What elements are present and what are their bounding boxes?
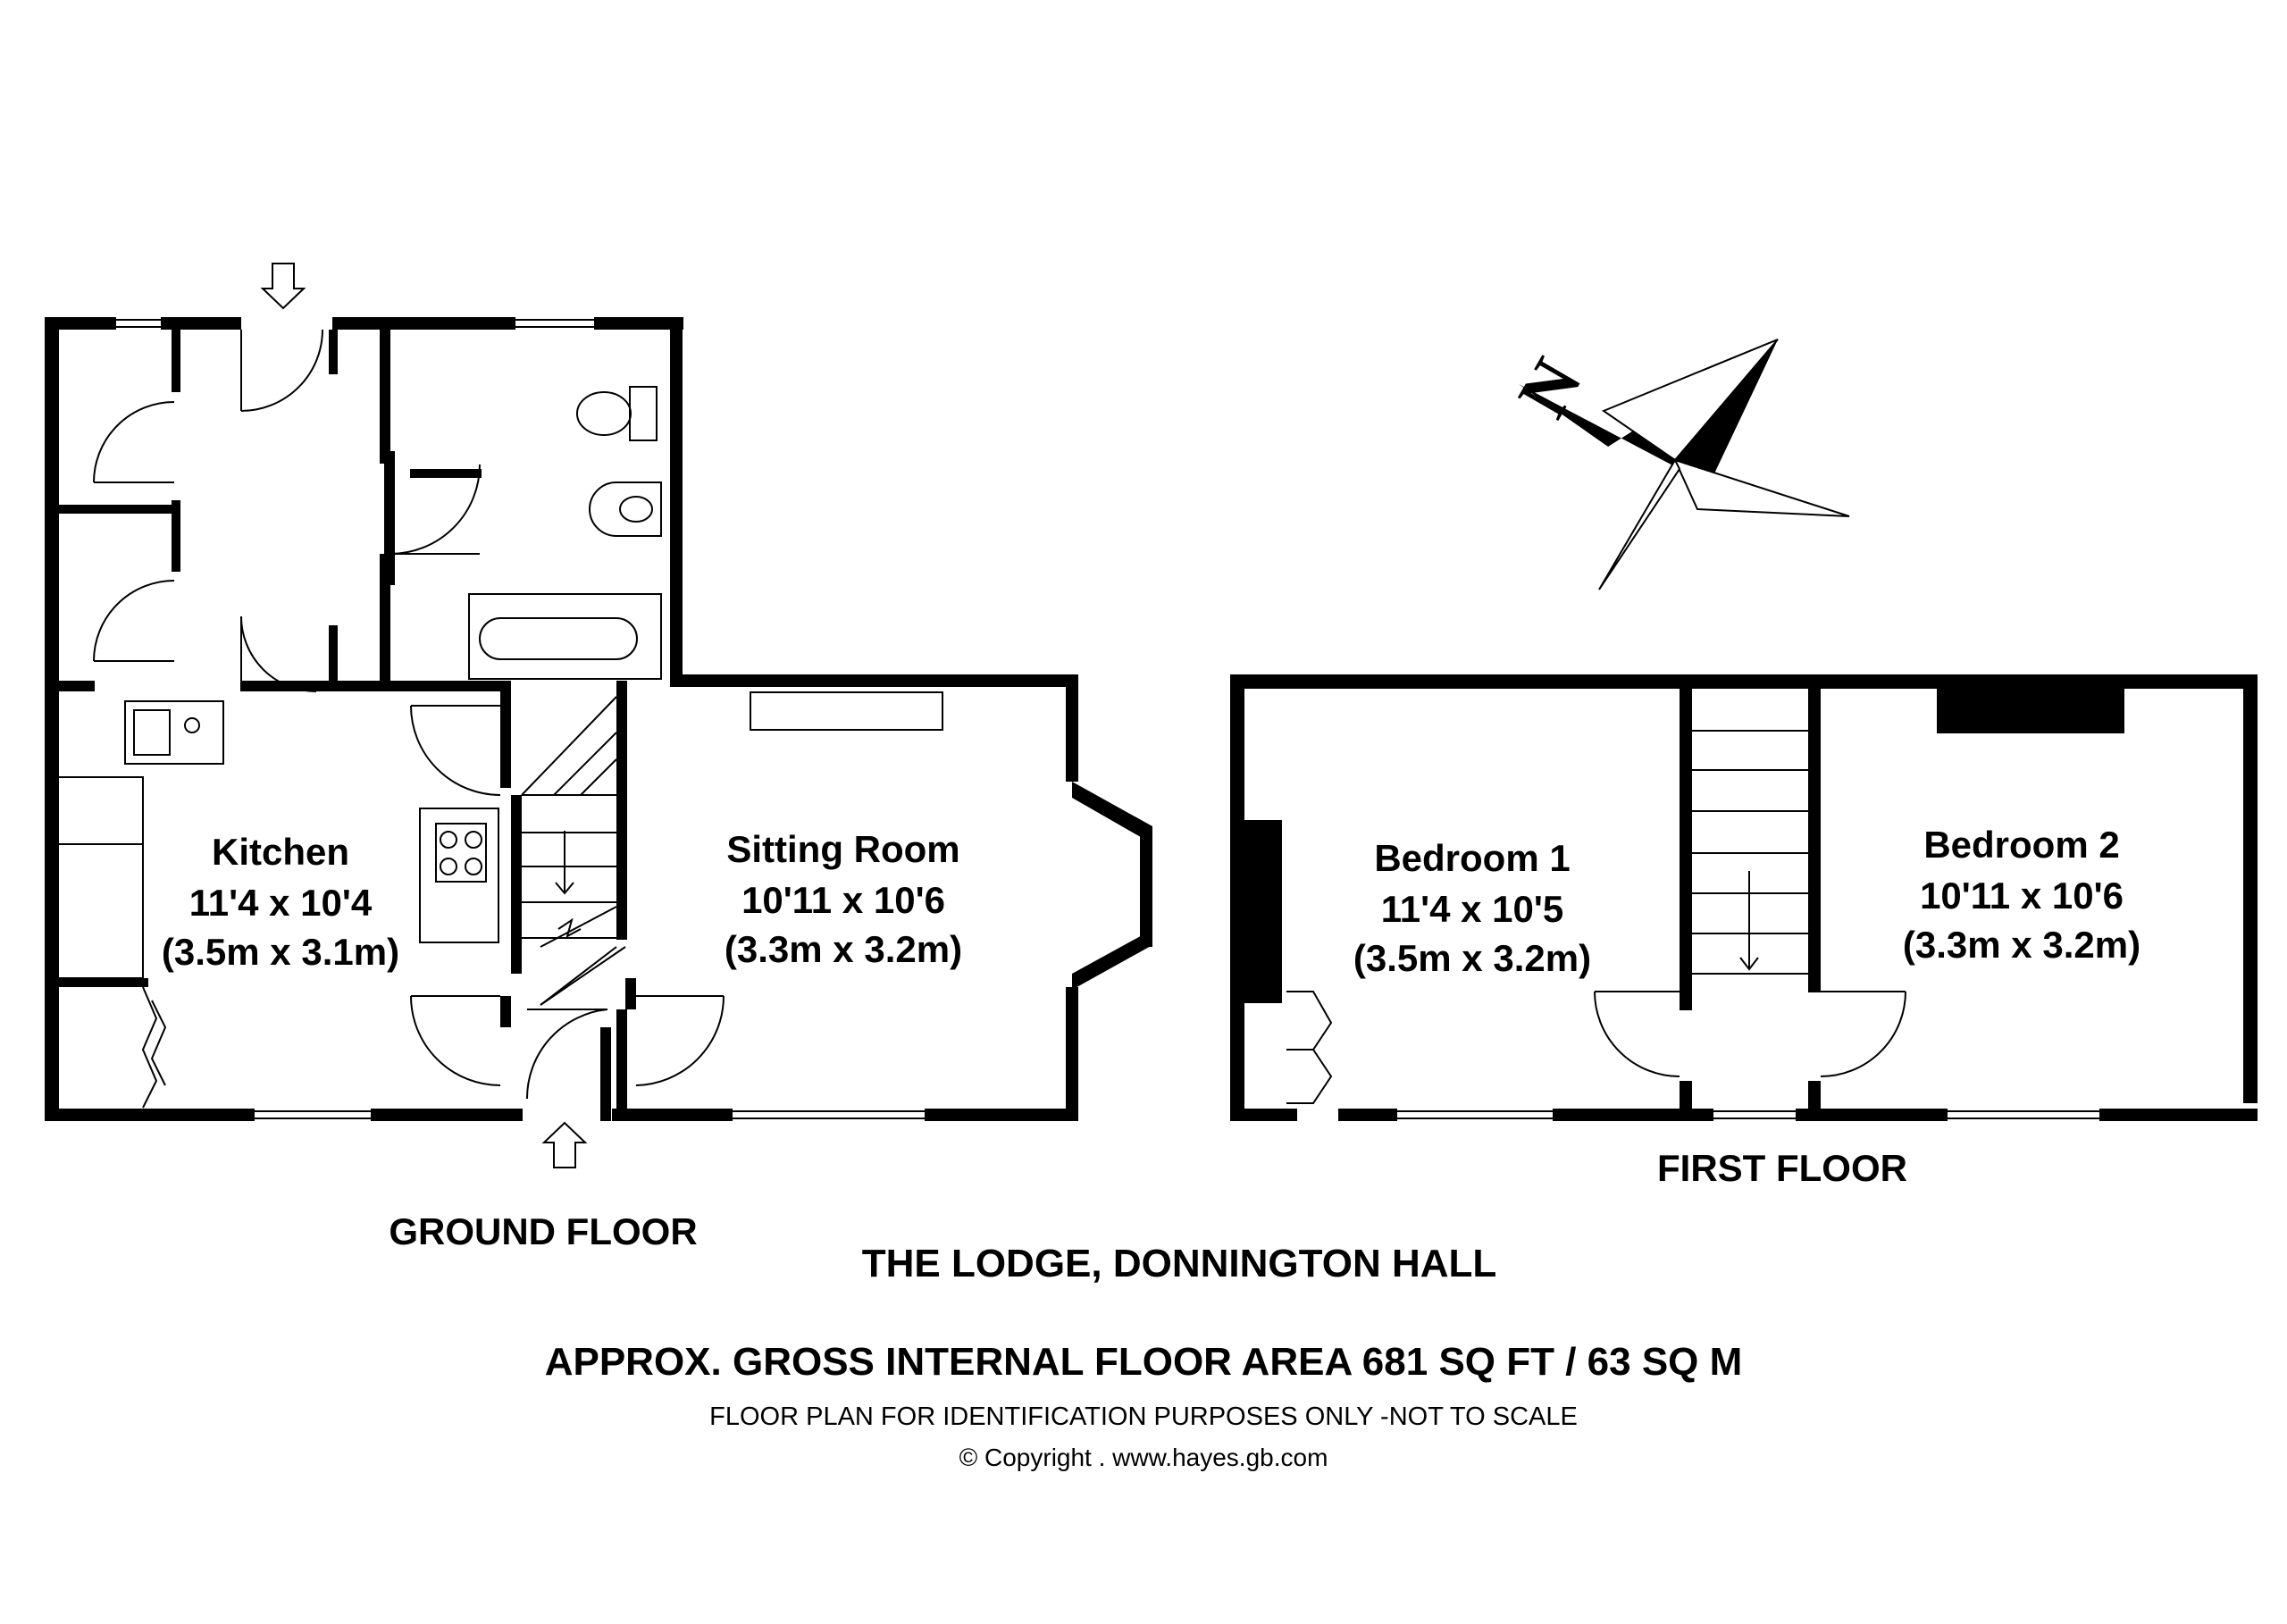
- room-size-imperial: 11'4 x 10'4: [188, 882, 373, 924]
- room-name: Bedroom 1: [1374, 837, 1571, 879]
- room-size-metric: (3.5m x 3.2m): [1353, 937, 1592, 979]
- room-name: Bedroom 2: [1923, 824, 2120, 866]
- ground-floor-label: GROUND FLOOR: [389, 1210, 698, 1252]
- room-size-metric: (3.3m x 3.2m): [724, 928, 963, 970]
- copyright-text: © Copyright . www.hayes.gb.com: [959, 1444, 1328, 1471]
- room-name: Kitchen: [211, 831, 350, 873]
- first-floor-label: FIRST FLOOR: [1657, 1147, 1907, 1189]
- room-size-imperial: 10'11 x 10'6: [1920, 875, 2124, 917]
- ground-floor-walls: [45, 317, 1152, 1121]
- room-sitting-room: [725, 828, 962, 970]
- room-size-imperial: 10'11 x 10'6: [741, 879, 945, 921]
- room-size-imperial: 11'4 x 10'5: [1380, 888, 1564, 930]
- room-size-metric: (3.5m x 3.1m): [161, 931, 400, 973]
- room-bedroom-2: [1903, 824, 2140, 966]
- ground-floor-windows: [47, 320, 1152, 1118]
- disclaimer-text: FLOOR PLAN FOR IDENTIFICATION PURPOSES ONLY -NOT TO SCALE: [709, 1402, 1578, 1431]
- compass-rose: [1504, 339, 1849, 590]
- compass-north-label: N: [1503, 346, 1598, 431]
- room-name: Sitting Room: [726, 828, 960, 870]
- entrance-arrow-icon: [263, 264, 585, 1168]
- room-size-metric: (3.3m x 3.2m): [1902, 924, 2141, 966]
- property-title: THE LODGE, DONNINGTON HALL: [861, 1242, 1497, 1285]
- room-bedroom-1: [1353, 837, 1591, 979]
- floor-area-line: APPROX. GROSS INTERNAL FLOOR AREA 681 SQ FT / 63 SQ M: [544, 1340, 1743, 1384]
- room-kitchen: [162, 831, 399, 973]
